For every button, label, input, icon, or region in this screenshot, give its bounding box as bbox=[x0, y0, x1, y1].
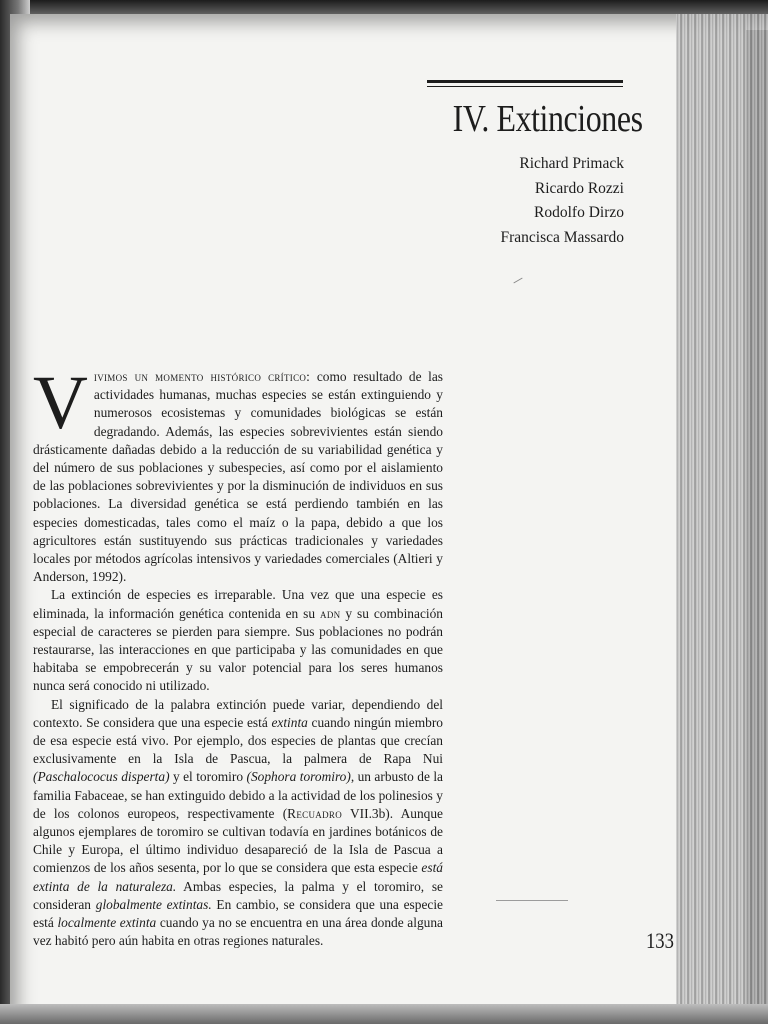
species-name: (Sophora toromiro) bbox=[246, 769, 351, 785]
page-number: 133 bbox=[645, 928, 674, 953]
scan-shadow-bottom bbox=[0, 1004, 768, 1024]
drop-cap: V bbox=[33, 361, 88, 445]
paragraph-text: Ambas especies, la palma y el toromiro, se consideran bbox=[33, 878, 443, 912]
paragraph-irreparable bbox=[33, 586, 443, 695]
title-rule-thin bbox=[427, 86, 623, 87]
acronym-adn: adn bbox=[320, 605, 341, 621]
paragraph-significado bbox=[33, 696, 443, 951]
author-list bbox=[420, 152, 624, 251]
emphasis-term: extinta bbox=[271, 714, 308, 730]
author-name: Ricardo Rozzi bbox=[534, 179, 624, 197]
emphasis-term: está extinta de la naturaleza. bbox=[33, 860, 443, 894]
margin-rule bbox=[496, 900, 568, 901]
emphasis-term: globalmente extintas. bbox=[95, 896, 212, 912]
paragraph-intro bbox=[33, 361, 443, 586]
paragraph-text: y su combinación especial de caracteres se pierden para siempre. Sus poblaciones no podrán restaurarse, las interacciones en que participaba y las comunidades en que habitaba se empobrecerán y su valor potencial para los seres humanos nunca será conocido ni utilizado. bbox=[33, 605, 443, 694]
author-name: Francisca Massardo bbox=[500, 229, 624, 247]
paragraph-text: La extinción de especies es irreparable. Una vez que una especie es eliminada, la información genética contenida en su bbox=[33, 587, 443, 621]
paragraph-text: como resultado de las actividades humanas, muchas especies se están extinguiendo y numerosos ecosistemas y comunidades biológicas se están degradando. Además, las especies sobrevivientes están siendo drásticamente dañadas debido a la reducción de su variabilidad genética y del número de sus poblaciones y subespecies, así como por el aislamiento de las poblaciones sobrevivientes y por la disminución de individuos en sus poblaciones. La diversidad genética se está perdiendo también en las especies domesticadas, tales como el maíz o la papa, debido a que los agricultores están sustituyendo sus prácticas tradicionales y variedades locales por métodos agrícolas intensivos y variedades comerciales (Altieri y Anderson, 1992). bbox=[33, 369, 443, 585]
paragraph-text: VII.3b). Aunque algunos ejemplares de toromiro se cultivan todavía en jardines botánicos de Chile y Europa, el último individuo desapareció de la Isla de Pascua a comienzos de los años sesenta, por lo que se considera que esta especie bbox=[33, 805, 443, 876]
paragraph-text: cuando ya no se encuentra en una área donde alguna vez habitó pero aún habita en otras regiones naturales. bbox=[33, 915, 443, 949]
emphasis-term: localmente extinta bbox=[57, 915, 157, 931]
paragraph-text: En cambio, se considera que una especie está bbox=[33, 896, 443, 931]
opening-smallcaps: ivimos un momento histórico crítico: bbox=[93, 369, 311, 384]
paragraph-text: y el toromiro bbox=[169, 769, 247, 785]
page-edge-gutter bbox=[676, 14, 768, 1024]
chapter-title: IV. Extinciones bbox=[452, 98, 643, 140]
species-name: (Paschalococus disperta) bbox=[33, 769, 170, 785]
paragraph-text: , un arbusto de la familia Fabaceae, se han extinguido debido a la actividad de los polinesios y de los colonos europeos, respectivamente ( bbox=[33, 769, 443, 821]
box-reference: Recuadro bbox=[287, 805, 342, 821]
body-text bbox=[33, 361, 443, 951]
paragraph-text: El significado de la palabra extinción puede variar, dependiendo del contexto. Se considera que una especie está bbox=[33, 696, 443, 730]
paragraph-text: cuando ningún miembro de esa especie está vivo. Por ejemplo, dos especies de plantas que crecían exclusivamente en la Isla de Pascua, la palmera de Rapa Nui bbox=[33, 714, 443, 767]
author-name: Richard Primack bbox=[519, 155, 624, 172]
title-rule-thick bbox=[427, 80, 623, 83]
author-name: Rodolfo Dirzo bbox=[534, 204, 624, 222]
